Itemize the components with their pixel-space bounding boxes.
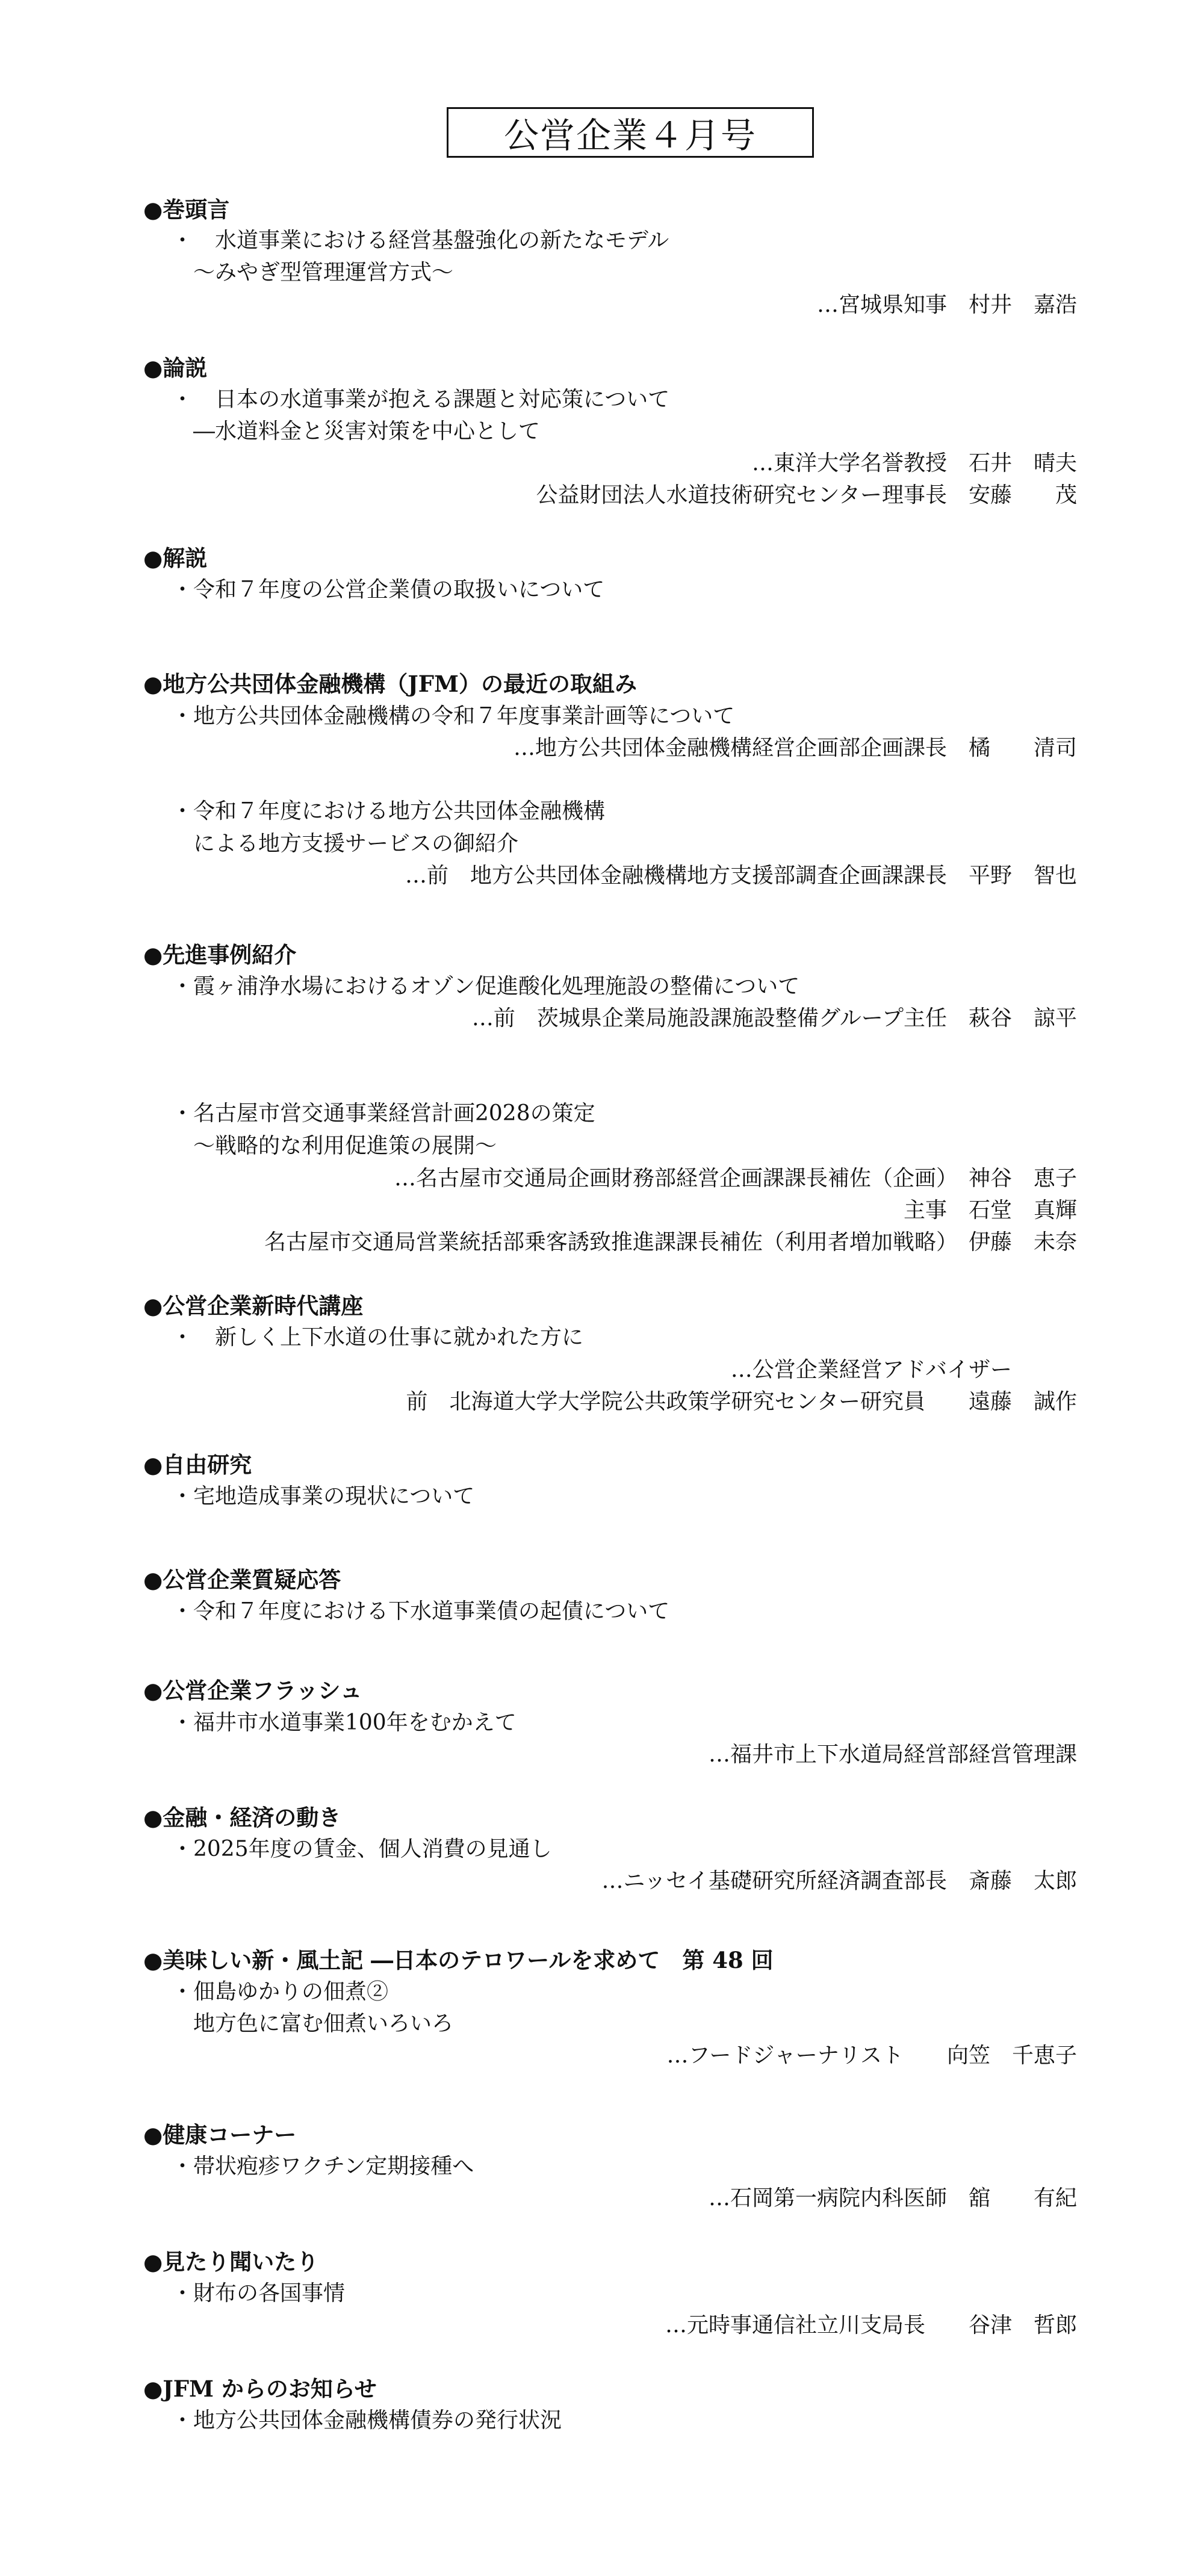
article-title: ・名古屋市営交通事業経営計画2028の策定 (172, 1101, 595, 1126)
article-title: ・2025年度の賃金、個人消費の見通し (172, 1837, 552, 1861)
author-line: …ニッセイ基礎研究所経済調査部長 斎藤 太郎 (601, 1869, 1077, 1893)
article-subtitle: 地方色に富む佃煮いろいろ (172, 2011, 454, 2036)
article-title: ・財布の各国事情 (172, 2281, 346, 2306)
section-heading: ●先進事例紹介 (143, 942, 297, 968)
article-title: ・地方公共団体金融機構債券の発行状況 (172, 2408, 562, 2433)
article-title: ・帯状疱疹ワクチン定期接種へ (172, 2154, 474, 2179)
section-heading: ●美味しい新・風土記 ―日本のテロワールを求めて 第 48 回 (143, 1947, 774, 1973)
section-heading: ●公営企業新時代講座 (143, 1293, 364, 1319)
section-heading: ●自由研究 (143, 1451, 252, 1478)
section-heading: ●巻頭言 (143, 196, 230, 223)
article-title: ・霞ヶ浦浄水場におけるオゾン促進酸化処理施設の整備について (172, 974, 800, 999)
article-title: ・ 新しく上下水道の仕事に就かれた方に (172, 1325, 584, 1350)
author-line: …フードジャーナリスト 向笠 千恵子 (666, 2043, 1077, 2068)
author-line: 公益財団法人水道技術研究センター理事長 安藤 茂 (536, 483, 1077, 507)
article-subtitle: ―水道料金と災害対策を中心として (172, 419, 541, 444)
article-subtitle: による地方支援サービスの御紹介 (172, 831, 519, 856)
section-heading: ●見たり聞いたり (143, 2249, 319, 2275)
article-title: ・福井市水道事業100年をむかえて (172, 1710, 517, 1735)
article-title: ・ 水道事業における経営基盤強化の新たなモデル (172, 228, 669, 253)
author-line: 前 北海道大学大学院公共政策学研究センター研究員 遠藤 誠作 (406, 1389, 1077, 1414)
section-heading: ●公営企業フラッシュ (143, 1677, 362, 1704)
section-heading: ●論説 (143, 355, 208, 381)
author-line: …公営企業経営アドバイザー (730, 1358, 1077, 1382)
author-line: …元時事通信社立川支局長 谷津 哲郎 (665, 2313, 1077, 2338)
article-subtitle: ～みやぎ型管理運営方式～ (172, 260, 454, 285)
article-title: ・令和７年度の公営企業債の取扱いについて (172, 577, 605, 602)
author-line: …東洋大学名誉教授 石井 晴夫 (751, 451, 1077, 476)
article-title: ・地方公共団体金融機構の令和７年度事業計画等について (172, 704, 735, 728)
section-heading: ●解説 (143, 545, 208, 571)
page-title: 公営企業４月号 (447, 107, 814, 158)
article-title: ・令和７年度における下水道事業債の起債について (172, 1599, 670, 1624)
section-heading: ●健康コーナー (143, 2121, 297, 2148)
article-subtitle: ～戦略的な利用促進策の展開～ (172, 1134, 497, 1158)
section-heading: ●地方公共団体金融機構（JFM）の最近の取組み (143, 671, 638, 697)
article-title: ・ 日本の水道事業が抱える課題と対応策について (172, 387, 670, 412)
author-line: …福井市上下水道局経営部経営管理課 (708, 1742, 1077, 1767)
author-line: 名古屋市交通局営業統括部乗客誘致推進課課長補佐（利用者増加戦略） 伊藤 未奈 (264, 1230, 1077, 1255)
author-line: …前 茨城県企業局施設課施設整備グループ主任 萩谷 諒平 (471, 1006, 1077, 1031)
author-line: 主事 石堂 真輝 (903, 1198, 1077, 1223)
section-heading: ●金融・経済の動き (143, 1804, 341, 1831)
section-heading: ●JFM からのお知らせ (143, 2376, 377, 2402)
article-title: ・佃島ゆかりの佃煮② (172, 1979, 389, 2004)
article-title: ・令和７年度における地方公共団体金融機構 (172, 799, 606, 824)
author-line: …地方公共団体金融機構経営企画部企画課長 橘 清司 (513, 736, 1077, 760)
author-line: …前 地方公共団体金融機構地方支援部調査企画課課長 平野 智也 (405, 863, 1077, 888)
author-line: …宮城県知事 村井 嘉浩 (816, 293, 1077, 317)
author-line: …石岡第一病院内科医師 舘 有紀 (708, 2186, 1077, 2211)
article-title: ・宅地造成事業の現状について (172, 1484, 475, 1509)
author-line: …名古屋市交通局企画財務部経営企画課課長補佐（企画） 神谷 恵子 (394, 1166, 1077, 1191)
section-heading: ●公営企業質疑応答 (143, 1566, 341, 1593)
